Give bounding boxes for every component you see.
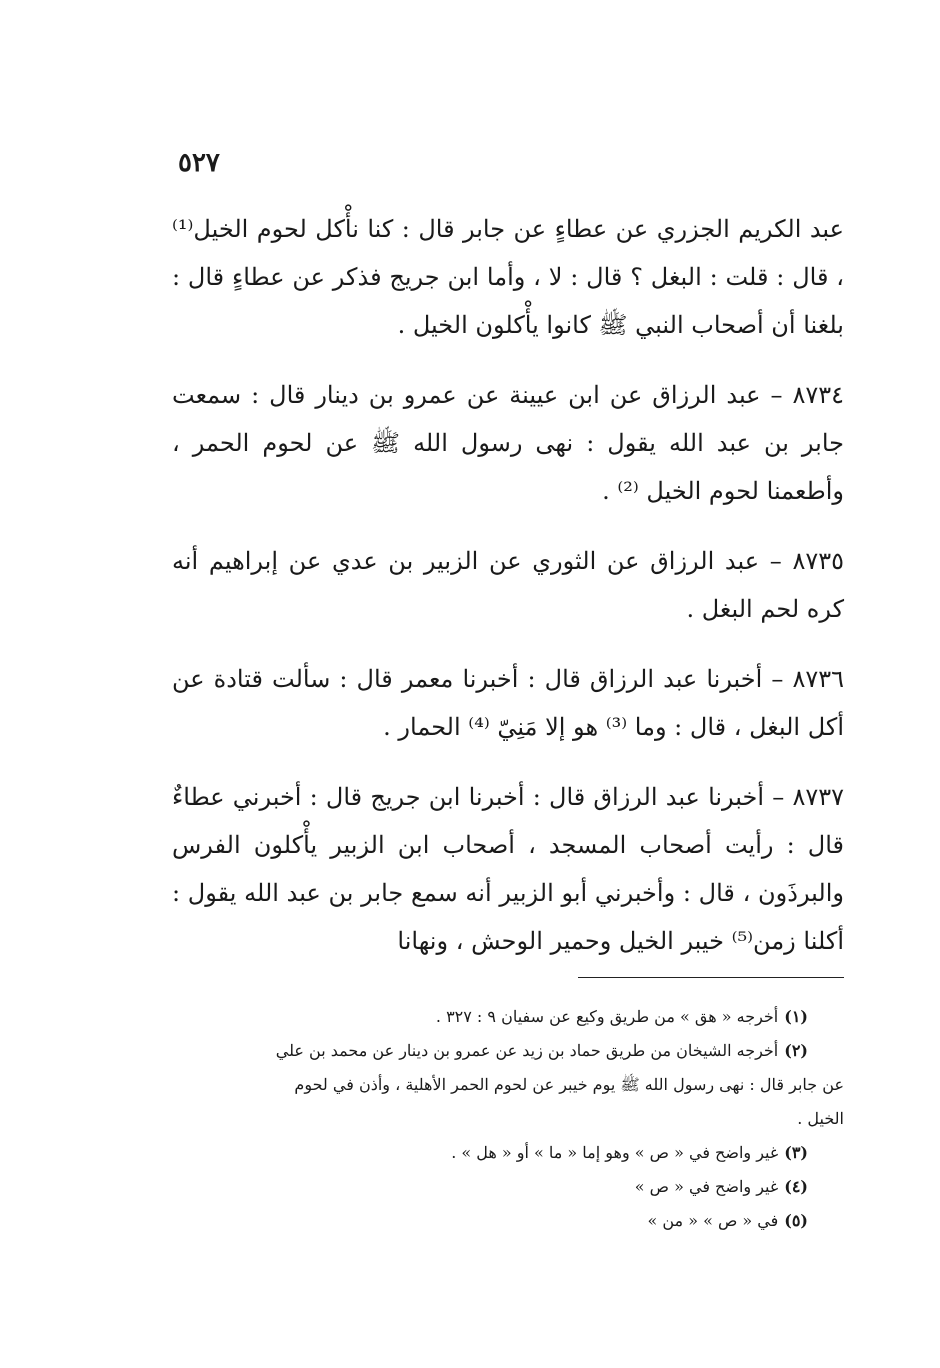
- footnote-text: في « ص » « من »: [647, 1211, 779, 1230]
- footnote-text: أخرجه « هق » من طريق وكيع عن سفيان ٩ : ٣٢٧ .: [435, 1007, 779, 1026]
- hadith-8734: ٨٧٣٤ – عبد الرزاق عن ابن عيينة عن عمرو بن دينار قال : سمعت جابر بن عبد الله يقول : نهى رسول الله ﷺ عن لحوم الحمر ، وأطعمنا لحوم الخيل ⁽²⁾ .: [172, 381, 844, 505]
- footnote-4: [168, 1170, 844, 1204]
- footnote-3: [168, 1136, 844, 1170]
- footnote-number: (٣): [784, 1143, 808, 1162]
- footnote-number: (٢): [784, 1041, 808, 1060]
- footnote-1: [168, 1000, 844, 1034]
- footnote-2-continuation-end: الخيل .: [797, 1109, 844, 1128]
- footnote-text: غير واضح في « ص »: [634, 1177, 779, 1196]
- page-number: ٥٢٧: [178, 148, 220, 178]
- footnotes: [168, 1000, 844, 1238]
- footnote-divider: [578, 977, 844, 978]
- footnote-number: (١): [784, 1007, 808, 1026]
- paragraph-continuation: عبد الكريم الجزري عن عطاءٍ عن جابر قال : كنا نأْكل لحوم الخيل⁽¹⁾ ، قال : قلت : البغل ؟ قال : لا ، وأما ابن جريج فذكر عن عطاءٍ قال : بلغنا أن أصحاب النبي ﷺ كانوا يأْكلون الخيل .: [172, 215, 844, 339]
- footnote-text: غير واضح في « ص » وهو إما « ما » أو « هل » .: [451, 1143, 779, 1162]
- hadith-8737: ٨٧٣٧ – أخبرنا عبد الرزاق قال : أخبرنا ابن جريج قال : أخبرني عطاءٌ قال : رأيت أصحاب المسجد ، أصحاب ابن الزبير يأْكلون الفرس والبرذَون ، قال : وأخبرني أبو الزبير أنه سمع جابر بن عبد الله يقول : أكلنا زمن⁽⁵⁾ خيبر الخيل وحمير الوحش ، ونهانا: [172, 783, 844, 955]
- footnote-2-continuation: عن جابر قال : نهى رسول الله ﷺ يوم خيبر عن لحوم الحمر الأهلية ، وأذن في لحوم: [294, 1075, 844, 1094]
- hadith-8735: ٨٧٣٥ – عبد الرزاق عن الثوري عن الزبير بن عدي عن إبراهيم أنه كره لحم البغل .: [172, 547, 844, 623]
- footnote-2: [168, 1034, 844, 1068]
- footnote-text: أخرجه الشيخان من طريق حماد بن زيد عن عمرو بن دينار عن محمد بن علي: [275, 1041, 779, 1060]
- footnote-number: (٥): [784, 1211, 808, 1230]
- hadith-8736: ٨٧٣٦ – أخبرنا عبد الرزاق قال : أخبرنا معمر قال : سألت قتادة عن أكل البغل ، قال : وما ⁽³⁾ هو إلا مَنِيّ ⁽⁴⁾ الحمار .: [172, 665, 844, 741]
- main-text: [172, 205, 844, 987]
- footnote-5: [168, 1204, 844, 1238]
- footnote-number: (٤): [784, 1177, 808, 1196]
